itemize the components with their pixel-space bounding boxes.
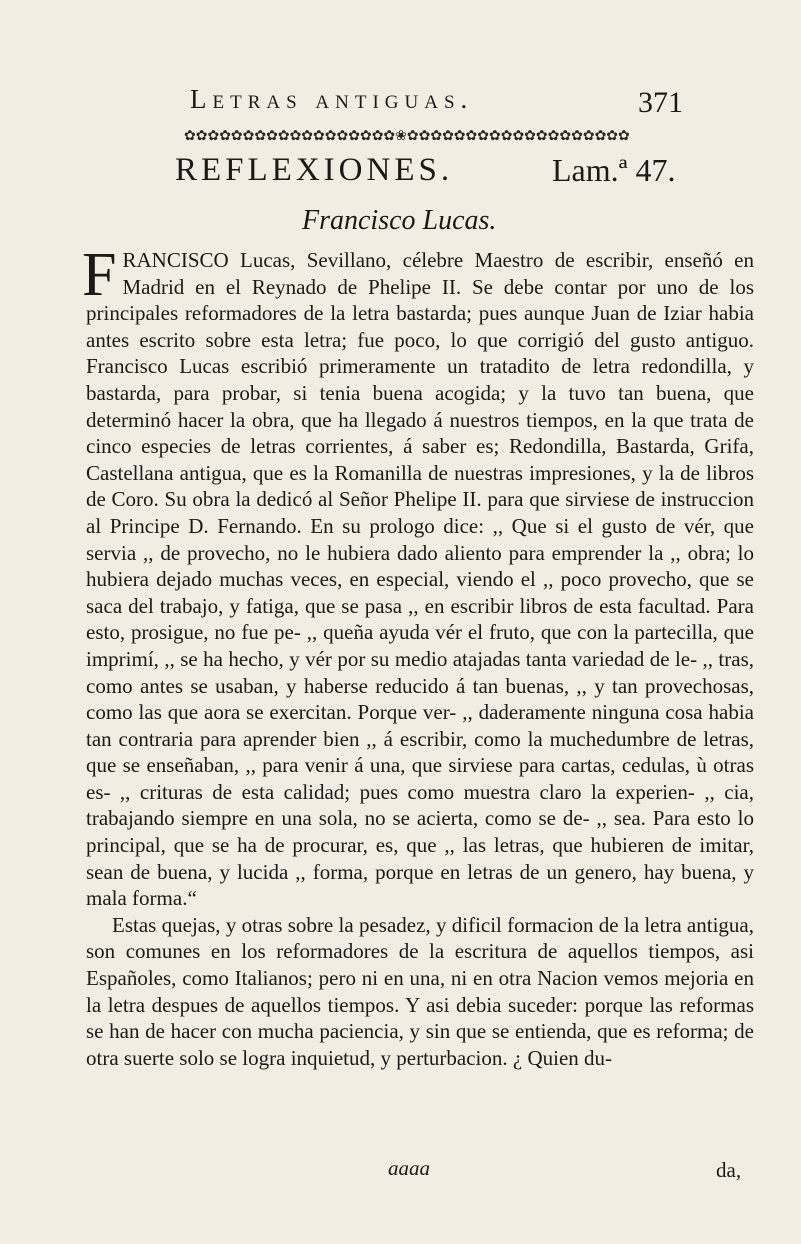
signature-mark: aaaa <box>388 1156 430 1180</box>
paragraph-1 <box>82 241 754 912</box>
drop-cap: F <box>82 241 117 309</box>
author-heading: Francisco Lucas. <box>302 205 497 236</box>
running-head: Letras antiguas. <box>190 84 474 114</box>
catchword: da, <box>716 1158 742 1182</box>
ornament-rule: ✿✿✿✿✿✿✿✿✿✿✿✿✿✿✿✿✿✿❀✿✿✿✿✿✿✿✿✿✿✿✿✿✿✿✿✿✿✿ <box>184 128 630 144</box>
first-word: RANCISCO <box>122 248 229 272</box>
section-title: REFLEXIONES. <box>175 152 454 188</box>
plate-reference: Lam.ª 47. <box>552 152 676 188</box>
body-text <box>82 241 754 1071</box>
paragraph-1-text: Lucas, Sevillano, célebre Maestro de escribir, enseñó en Madrid en el Reynado de Phelipe II. Se debe contar por uno de los principales reformadores de la letra bastarda; pues aunque Juan de Iziar habia antes escrito sobre esta letra; fue poco, lo que corrigió del gusto antiguo. Francisco Lucas escribió primeramente un tratadito de letra redondilla, y bastarda, para probar, si tenia buena acogida; y la tuvo tan buena, que determinó hacer la obra, que ha llegado á nuestros tiempos, en la que trata de cinco especies de letras corrientes, á saber es; Redondilla, Bastarda, Grifa, Castellana antigua, que es la Romanilla de nuestras impresiones, y la de libros de Coro. Su obra la dedicó al Señor Phelipe II. para que sirviese de instruccion al Principe D. Fernando. En su prologo dice: ,, Que si el gusto de vér, que servia ,, de provecho, no le hubiera dado aliento para emprender la ,, obra; lo hubiera dejado muchas veces, en especial, viendo el ,, poco provecho, que se saca del trabajo, y fatiga, que se pasa ,, en escribir libros de esta facultad. Para esto, prosigue, no fue pe- ,, queña ayuda vér el fruto, que con la partecilla, que imprimí, ,, se ha hecho, y vér por su medio atajadas tanta variedad de le- ,, tras, como antes se usaban, y haberse reducido á tan buenas, ,, y tan provechosas, como las que aora se exercitan. Porque ver- ,, daderamente ninguna cosa habia tan contraria para aprender bien ,, á escribir, como la muchedumbre de letras, que se enseñaban, ,, para venir á una, que sirviese para cartas, cedulas, ù otras es- ,, crituras de esta calidad; pues como muestra claro la experien- ,, cia, trabajando siempre en una sola, no se acierta, como se de- ,, sea. Para esto lo principal, que se ha de procurar, es, que ,, las letras, que hubieren de imitar, sean de buena, y lucida ,, forma, porque en letras de un genero, hay buena, y mala forma.“ <box>86 248 754 911</box>
page-number: 371 <box>638 86 683 119</box>
paragraph-2: Estas quejas, y otras sobre la pesadez, y dificil formacion de la letra antigua, son comunes en los reformadores de la escritura de aquellos tiempos, asi Españoles, como Italianos; pero ni en una, ni en otra Nacion vemos mejoria en la letra despues de aquellos tiempos. Y asi debia suceder: porque las reformas se han de hacer con mucha paciencia, y sin que se entienda, que es reforma; de otra suerte solo se logra inquietud, y perturbacion. ¿ Quien du- <box>86 912 754 1070</box>
